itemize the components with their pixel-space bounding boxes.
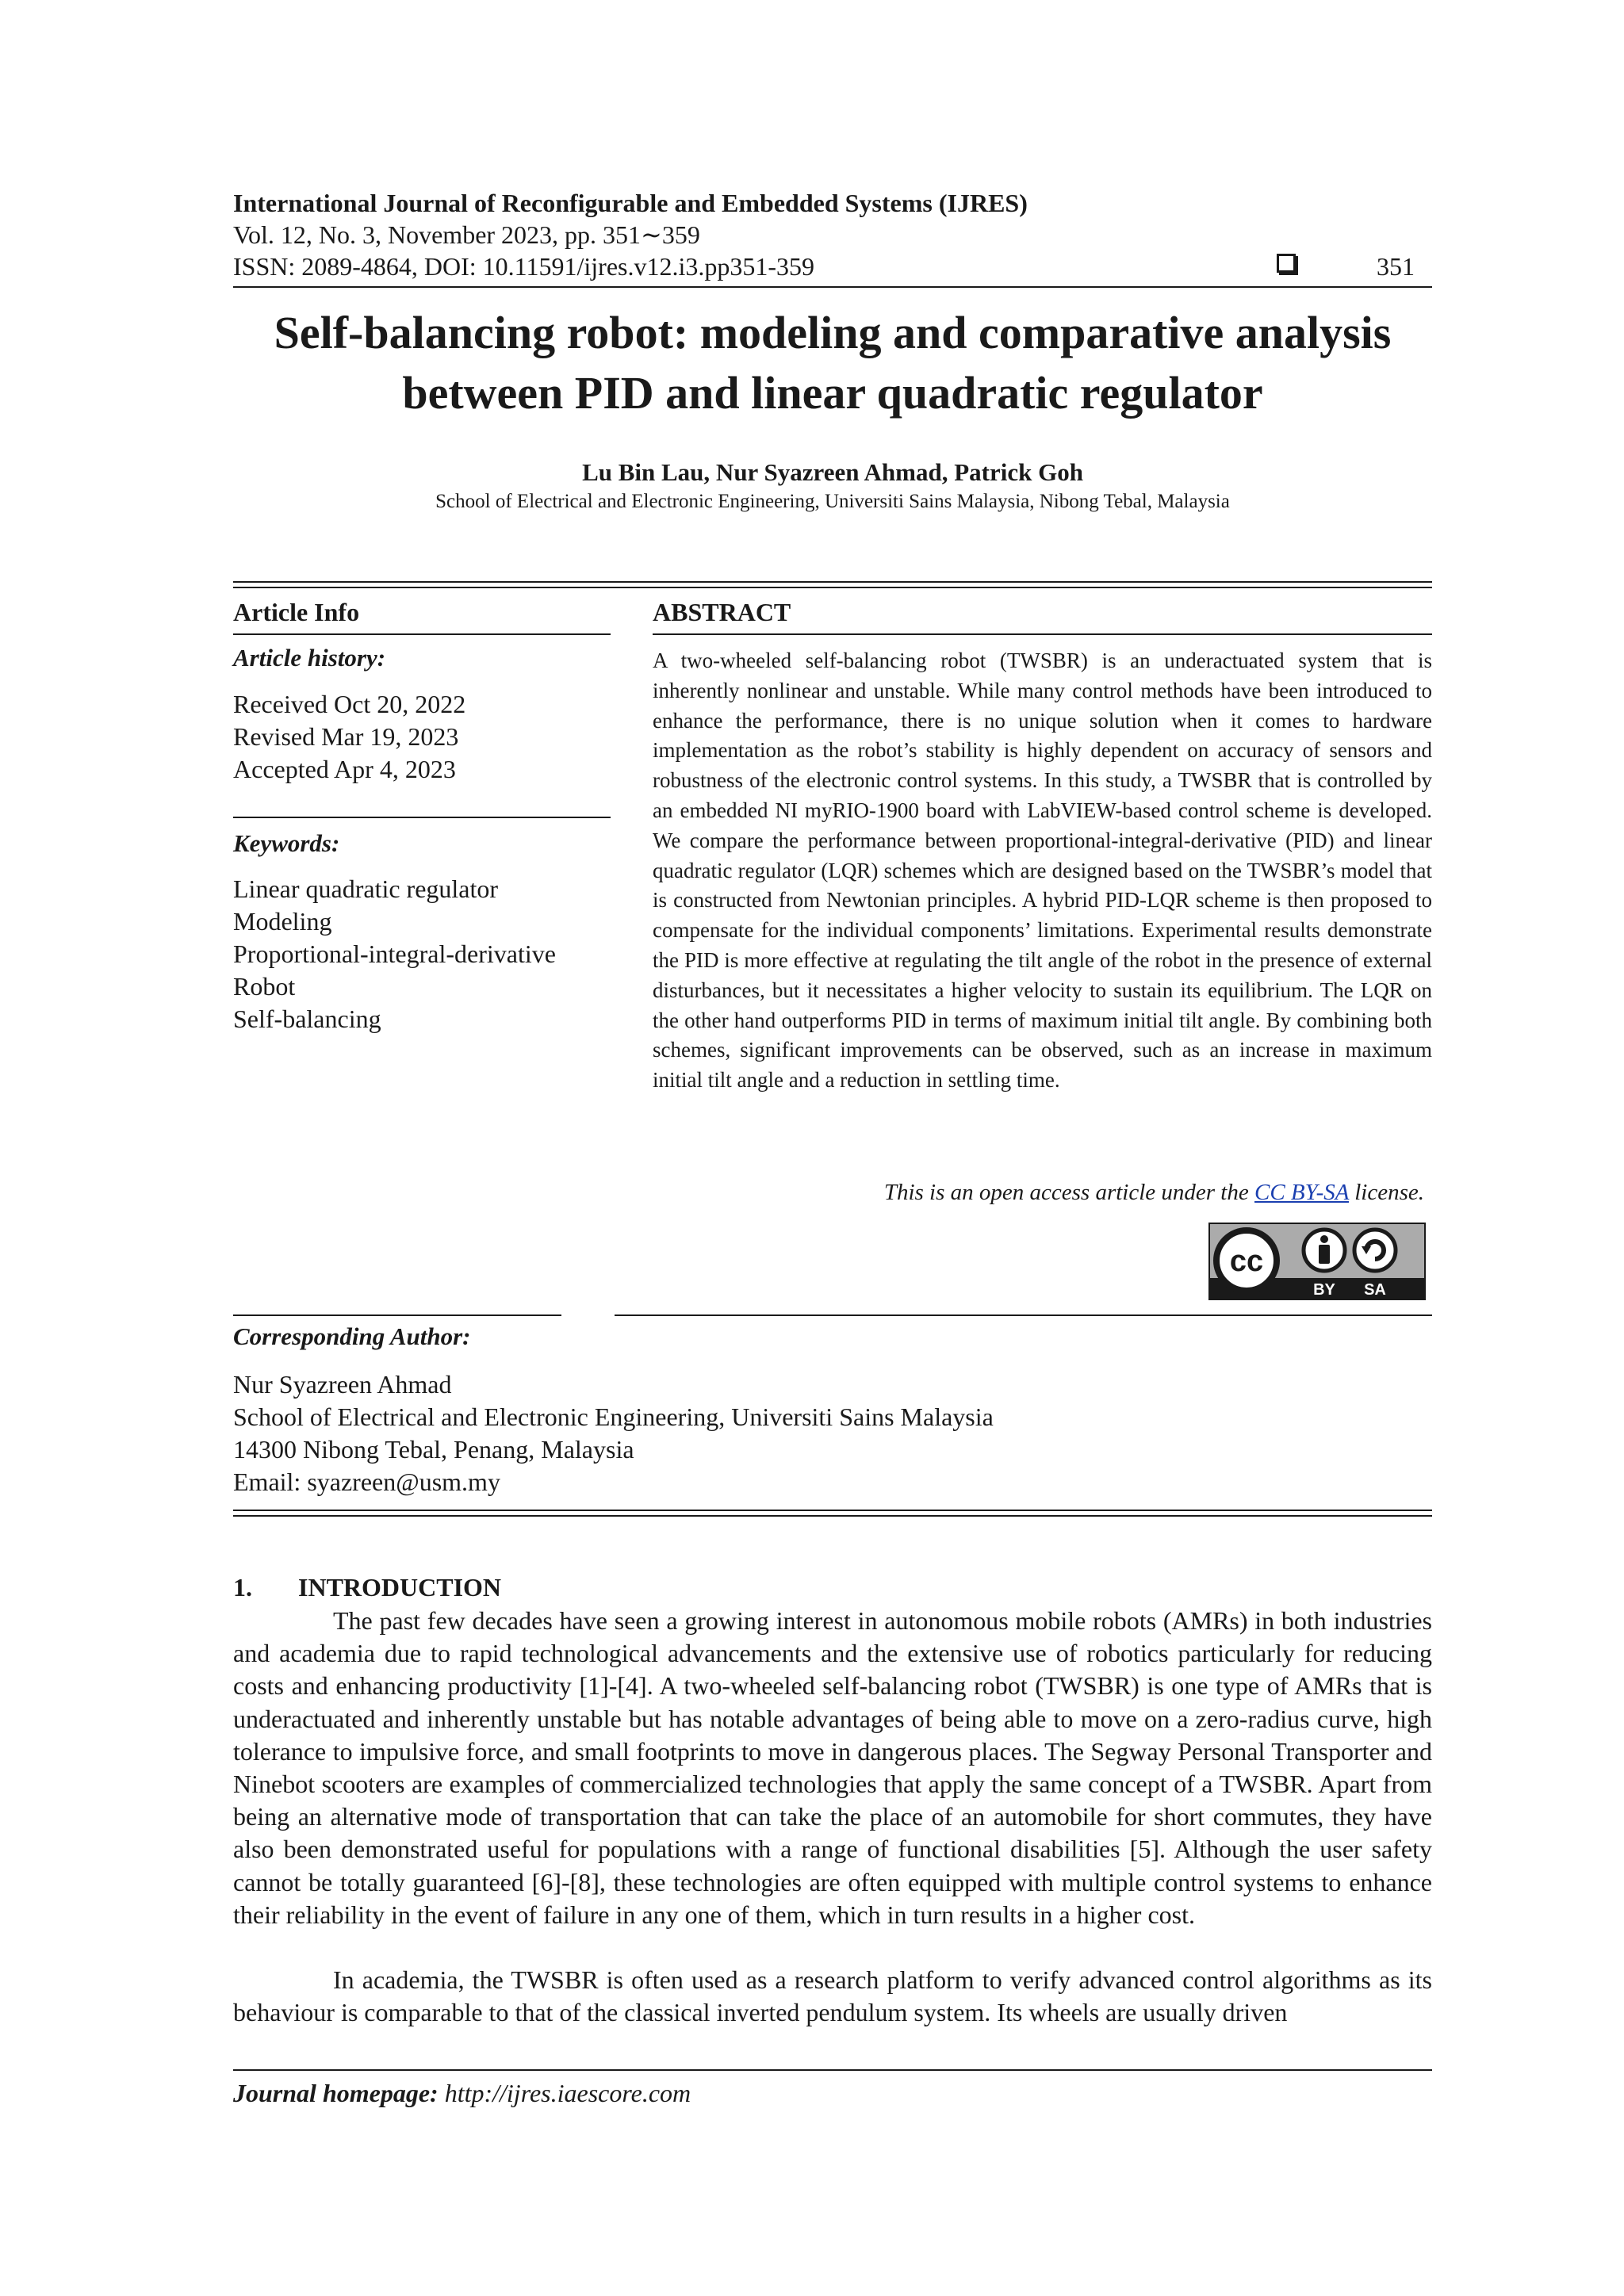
issn-doi-line: ISSN: 2089-4864, DOI: 10.11591/ijres.v12.i3.pp351-359 [233, 252, 815, 281]
keywords-heading: Keywords: [233, 829, 340, 857]
section-title: INTRODUCTION [298, 1573, 502, 1601]
section-number: 1. [233, 1573, 252, 1601]
open-access-note [884, 1177, 1424, 1207]
corresponding-rule-right [615, 1314, 1432, 1316]
article-info-rule [233, 633, 611, 635]
page-number: 351 [1377, 252, 1415, 281]
badge-sa-label: SA [1364, 1281, 1386, 1299]
corresponding-name: Nur Syazreen Ahmad [233, 1370, 452, 1399]
keyword: Proportional-integral-derivative [233, 939, 556, 968]
abstract-heading: ABSTRACT [653, 598, 791, 626]
introduction-paragraph-1: The past few decades have seen a growing interest in autonomous mobile robots (AMRs) in both industries and academia due to rapid technological advancements and the extensive use of robotics particularly for reducing costs and enhancing productivity [1]-[4]. A two-wheeled self-balancing robot (TWSBR) is one type of AMRs that is underactuated and inherently unstable but has notable advantages of being able to move on a zero-radius curve, high tolerance to impulsive force, and small footprints to move in dangerous places. The Segway Personal Transporter and Ninebot scooters are examples of commercialized technologies that apply the same concept of a TWSBR. Apart from being an alternative mode of transportation that can take the place of an automobile for short commutes, they have also been demonstrated useful for populations with a range of functional disabilities [5]. Although the user safety cannot be totally guaranteed [6]-[8], these technologies are often equipped with multiple control systems to enhance their reliability in the event of failure in any one of them, which in turn results in a higher cost. [233, 1606, 1432, 1929]
badge-by-label: BY [1313, 1281, 1335, 1299]
footer-rule [233, 2069, 1432, 2071]
cc-by-sa-link[interactable]: CC BY-SA [1254, 1180, 1349, 1205]
journal-homepage [233, 2077, 691, 2109]
introduction-paragraph-2: In academia, the TWSBR is often used as a research platform to verify advanced control algorithms as its behaviour is comparable to that of the classical inverted pendulum system. Its wheels are usually driven [233, 1965, 1432, 2027]
introduction-heading [233, 1571, 501, 1603]
keywords-list [233, 873, 556, 1035]
top-double-rule-b [233, 587, 1432, 588]
journal-homepage-link[interactable]: http://ijres.iaescore.com [444, 2079, 691, 2107]
keyword: Robot [233, 972, 296, 1001]
abstract-text: A two-wheeled self-balancing robot (TWSBR) is an underactuated system that is inherently nonlinear and unstable. While many control methods have been introduced to enhance the performance, there is no unique solution when it comes to hardware implementation as the robot’s stability is highly dependent on accuracy of sensors and robustness of the electronic control systems. In this study, a TWSBR that is controlled by an embedded NI myRIO-1900 board with LabVIEW-based control scheme is developed. We compare the performance between proportional-integral-derivative (PID) and linear quadratic regulator (LQR) schemes which are designed based on the TWSBR’s model that is constructed from Newtonian principles. A hybrid PID-LQR scheme is then proposed to compensate for the individual components’ limitations. Experimental results demonstrate the PID is more effective at regulating the tilt angle of the robot in the presence of external disturbances, but it necessitates a higher velocity to sustain its equilibrium. The LQR on the other hand outperforms PID in terms of maximum initial tilt angle. By combining both schemes, significant improvements can be observed, such as an increase in maximum initial tilt angle and a reduction in settling time. [653, 649, 1432, 1093]
title-line-1: Self-balancing robot: modeling and comparative analysis [274, 307, 1392, 358]
footer-label: Journal homepage: [233, 2079, 439, 2107]
box-icon [1277, 254, 1296, 273]
corresponding-school: School of Electrical and Electronic Engineering, Universiti Sains Malaysia [233, 1402, 994, 1431]
cc-by-sa-badge-icon[interactable] [1208, 1223, 1426, 1300]
accepted-date: Accepted Apr 4, 2023 [233, 755, 456, 783]
article-info-heading: Article Info [233, 598, 360, 626]
revised-date: Revised Mar 19, 2023 [233, 722, 459, 751]
corresponding-address: 14300 Nibong Tebal, Penang, Malaysia [233, 1435, 634, 1464]
keyword: Linear quadratic regulator [233, 874, 499, 903]
corresponding-email: Email: syazreen@usm.my [233, 1468, 500, 1496]
article-history-list [233, 688, 465, 786]
license-prefix: This is an open access article under the [883, 1180, 1254, 1205]
received-date: Received Oct 20, 2022 [233, 690, 466, 718]
article-history-heading: Article history: [233, 644, 386, 672]
keyword: Self-balancing [233, 1004, 381, 1033]
bottom-double-rule-a [233, 1510, 1432, 1511]
keywords-rule [233, 817, 611, 818]
bottom-double-rule-b [233, 1515, 1432, 1517]
title-line-2: between PID and linear quadratic regulator [402, 367, 1263, 419]
keyword: Modeling [233, 907, 332, 936]
top-double-rule-a [233, 581, 1432, 583]
journal-name: International Journal of Reconfigurable and Embedded Systems (IJRES) [233, 189, 1028, 217]
volume-line: Vol. 12, No. 3, November 2023, pp. 351∼359 [233, 220, 700, 249]
abstract-rule [653, 633, 1432, 635]
header-rule [233, 286, 1432, 288]
license-suffix: license. [1348, 1180, 1424, 1205]
svg-text:cc: cc [1229, 1245, 1264, 1278]
corresponding-author-heading: Corresponding Author: [233, 1322, 471, 1350]
affiliation: School of Electrical and Electronic Engineering, Universiti Sains Malaysia, Nibong Tebal, Malaysia [435, 491, 1230, 512]
corresponding-author-block [233, 1368, 994, 1498]
paper-title [233, 303, 1432, 423]
corresponding-rule-left [233, 1314, 561, 1316]
author-list: Lu Bin Lau, Nur Syazreen Ahmad, Patrick Goh [582, 458, 1083, 486]
